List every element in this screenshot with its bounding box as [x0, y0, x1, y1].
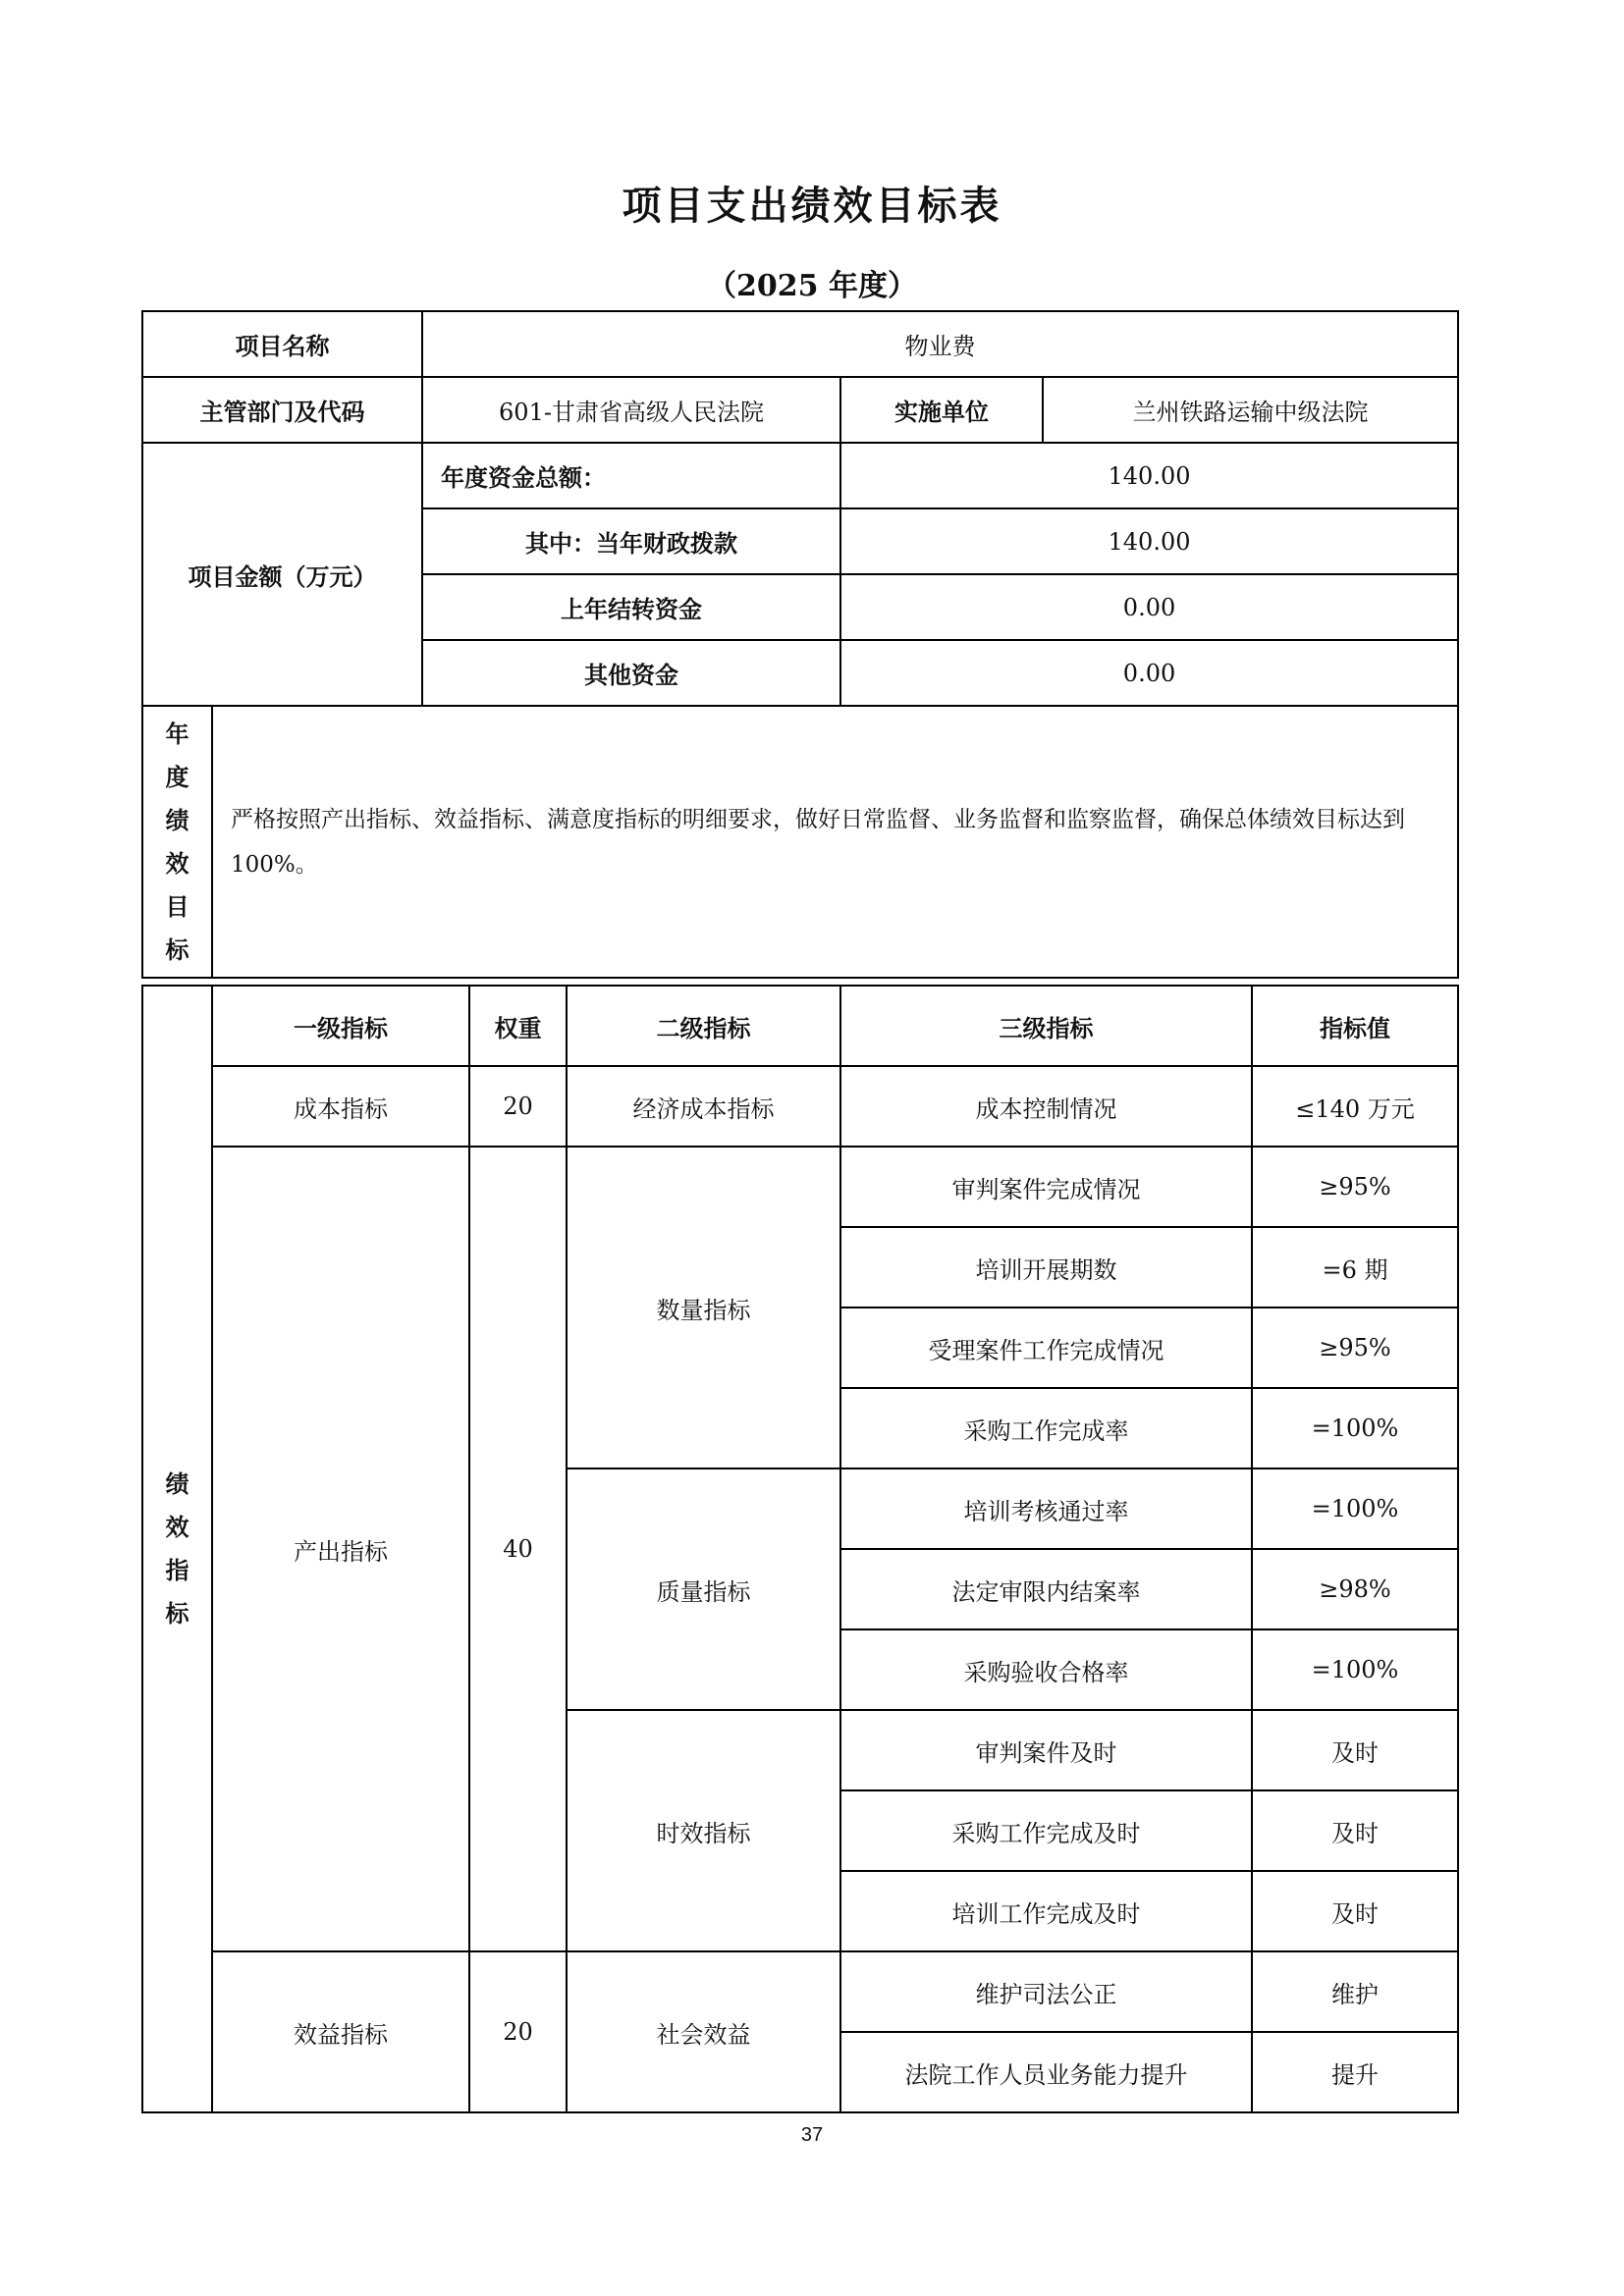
- dept-value: 601-甘肃省高级人民法院: [422, 377, 840, 443]
- header-value: 指标值: [1252, 986, 1458, 1066]
- value-cell: ≥95%: [1252, 1147, 1458, 1227]
- level3-cell: 采购验收合格率: [840, 1629, 1252, 1710]
- goal-text: 严格按照产出指标、效益指标、满意度指标的明细要求，做好日常监督、业务监督和监察监督，确保总体绩效目标达到100%。: [212, 706, 1458, 978]
- table-row: [142, 443, 1458, 508]
- value-cell: =100%: [1252, 1468, 1458, 1549]
- value-cell: =100%: [1252, 1388, 1458, 1468]
- cost-level1: 成本指标: [212, 1066, 469, 1147]
- level3-cell: 审判案件完成情况: [840, 1147, 1252, 1227]
- level3-cell: 培训开展期数: [840, 1227, 1252, 1308]
- other-label: 其他资金: [422, 640, 840, 706]
- output-weight: 40: [469, 1147, 567, 1951]
- year-subtitle: （2025 年度）: [707, 269, 917, 303]
- header-weight: 权重: [469, 986, 567, 1066]
- indicator-section-label: [142, 986, 212, 2112]
- value-cell: 提升: [1252, 2032, 1458, 2112]
- table-row: [142, 311, 1458, 377]
- level3-cell: 法院工作人员业务能力提升: [840, 2032, 1252, 2112]
- indicator-section-text: 绩效指标: [165, 1470, 189, 1628]
- table-row: [142, 706, 1458, 978]
- level3-cell: 审判案件及时: [840, 1710, 1252, 1790]
- benefit-level1: 效益指标: [212, 1951, 469, 2112]
- level3-cell: 法定审限内结案率: [840, 1549, 1252, 1629]
- project-info-table: [141, 310, 1459, 979]
- value-cell: 及时: [1252, 1790, 1458, 1871]
- project-name-label: 项目名称: [142, 311, 422, 377]
- header-level1: 一级指标: [212, 986, 469, 1066]
- quantity-level2: 数量指标: [567, 1147, 840, 1468]
- value-cell: ≥95%: [1252, 1308, 1458, 1388]
- table-header-row: [142, 986, 1458, 1066]
- impl-label: 实施单位: [840, 377, 1043, 443]
- current-label: 其中：当年财政拨款: [422, 508, 840, 574]
- value-cell: 维护: [1252, 1951, 1458, 2032]
- total-label: 年度资金总额：: [422, 443, 840, 508]
- project-name-value: 物业费: [422, 311, 1458, 377]
- value-cell: =6 期: [1252, 1227, 1458, 1308]
- dept-label: 主管部门及代码: [142, 377, 422, 443]
- header-level2: 二级指标: [567, 986, 840, 1066]
- output-level1: 产出指标: [212, 1147, 469, 1951]
- level3-cell: 培训工作完成及时: [840, 1871, 1252, 1951]
- total-value: 140.00: [840, 443, 1458, 508]
- current-value: 140.00: [840, 508, 1458, 574]
- other-value: 0.00: [840, 640, 1458, 706]
- level3-cell: 培训考核通过率: [840, 1468, 1252, 1549]
- quality-level2: 质量指标: [567, 1468, 840, 1710]
- cost-level2: 经济成本指标: [567, 1066, 840, 1147]
- table-row: [142, 1147, 1458, 1227]
- impl-value: 兰州铁路运输中级法院: [1043, 377, 1458, 443]
- indicator-table: [141, 985, 1459, 2113]
- level3-cell: 采购工作完成及时: [840, 1790, 1252, 1871]
- page-number: 37: [800, 2124, 824, 2146]
- level3-cell: 维护司法公正: [840, 1951, 1252, 2032]
- table-row: [142, 1066, 1458, 1147]
- level3-cell: 受理案件工作完成情况: [840, 1308, 1252, 1388]
- carryover-label: 上年结转资金: [422, 574, 840, 640]
- level3-cell: 采购工作完成率: [840, 1388, 1252, 1468]
- table-row: [142, 1951, 1458, 2032]
- amount-label: 项目金额（万元）: [142, 443, 422, 706]
- value-cell: 及时: [1252, 1710, 1458, 1790]
- timeliness-level2: 时效指标: [567, 1710, 840, 1951]
- carryover-value: 0.00: [840, 574, 1458, 640]
- goal-label-text: 年度绩效目标: [165, 720, 189, 964]
- value-cell: =100%: [1252, 1629, 1458, 1710]
- benefit-level2: 社会效益: [567, 1951, 840, 2112]
- table-row: [142, 377, 1458, 443]
- value-cell: 及时: [1252, 1871, 1458, 1951]
- cost-value: ≤140 万元: [1252, 1066, 1458, 1147]
- cost-level3: 成本控制情况: [840, 1066, 1252, 1147]
- page-title: 项目支出绩效目标表: [622, 184, 1002, 229]
- cost-weight: 20: [469, 1066, 567, 1147]
- goal-label: [142, 706, 212, 978]
- value-cell: ≥98%: [1252, 1549, 1458, 1629]
- benefit-weight: 20: [469, 1951, 567, 2112]
- header-level3: 三级指标: [840, 986, 1252, 1066]
